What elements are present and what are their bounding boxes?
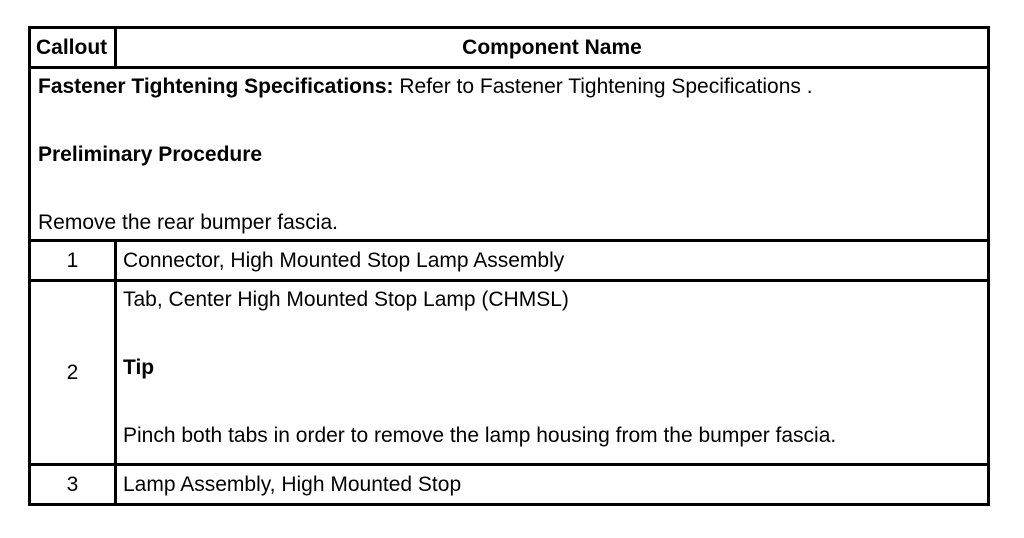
- callout-number: 1: [30, 241, 116, 281]
- component-name: Lamp Assembly, High Mounted Stop: [116, 465, 989, 505]
- fastener-spec-label: Fastener Tightening Specifications:: [38, 75, 394, 98]
- component-name: Tab, Center High Mounted Stop Lamp (CHMSL): [123, 288, 569, 311]
- tip-heading: Tip: [123, 356, 155, 379]
- callout-number: 3: [30, 465, 116, 505]
- preliminary-procedure-heading: Preliminary Procedure: [38, 143, 263, 166]
- preliminary-info-cell: [30, 68, 989, 241]
- tip-text: Pinch both tabs in order to remove the lamp housing from the bumper fascia.: [123, 424, 837, 447]
- preliminary-procedure-step: Remove the rear bumper fascia.: [38, 211, 338, 234]
- fastener-spec-text: Refer to Fastener Tightening Specifications .: [393, 75, 813, 98]
- callout-column-header: Callout: [30, 28, 116, 68]
- fastener-spec-line: [38, 75, 980, 99]
- preliminary-info-row: [30, 68, 989, 241]
- table-row: [30, 241, 989, 281]
- callout-number: 2: [30, 281, 116, 465]
- table-row: [30, 281, 989, 465]
- table-row: [30, 465, 989, 505]
- component-name: Connector, High Mounted Stop Lamp Assembly: [116, 241, 989, 281]
- table-header-row: [30, 28, 989, 68]
- component-name-cell: [116, 281, 989, 465]
- component-name-column-header: Component Name: [116, 28, 989, 68]
- component-table: [28, 26, 990, 506]
